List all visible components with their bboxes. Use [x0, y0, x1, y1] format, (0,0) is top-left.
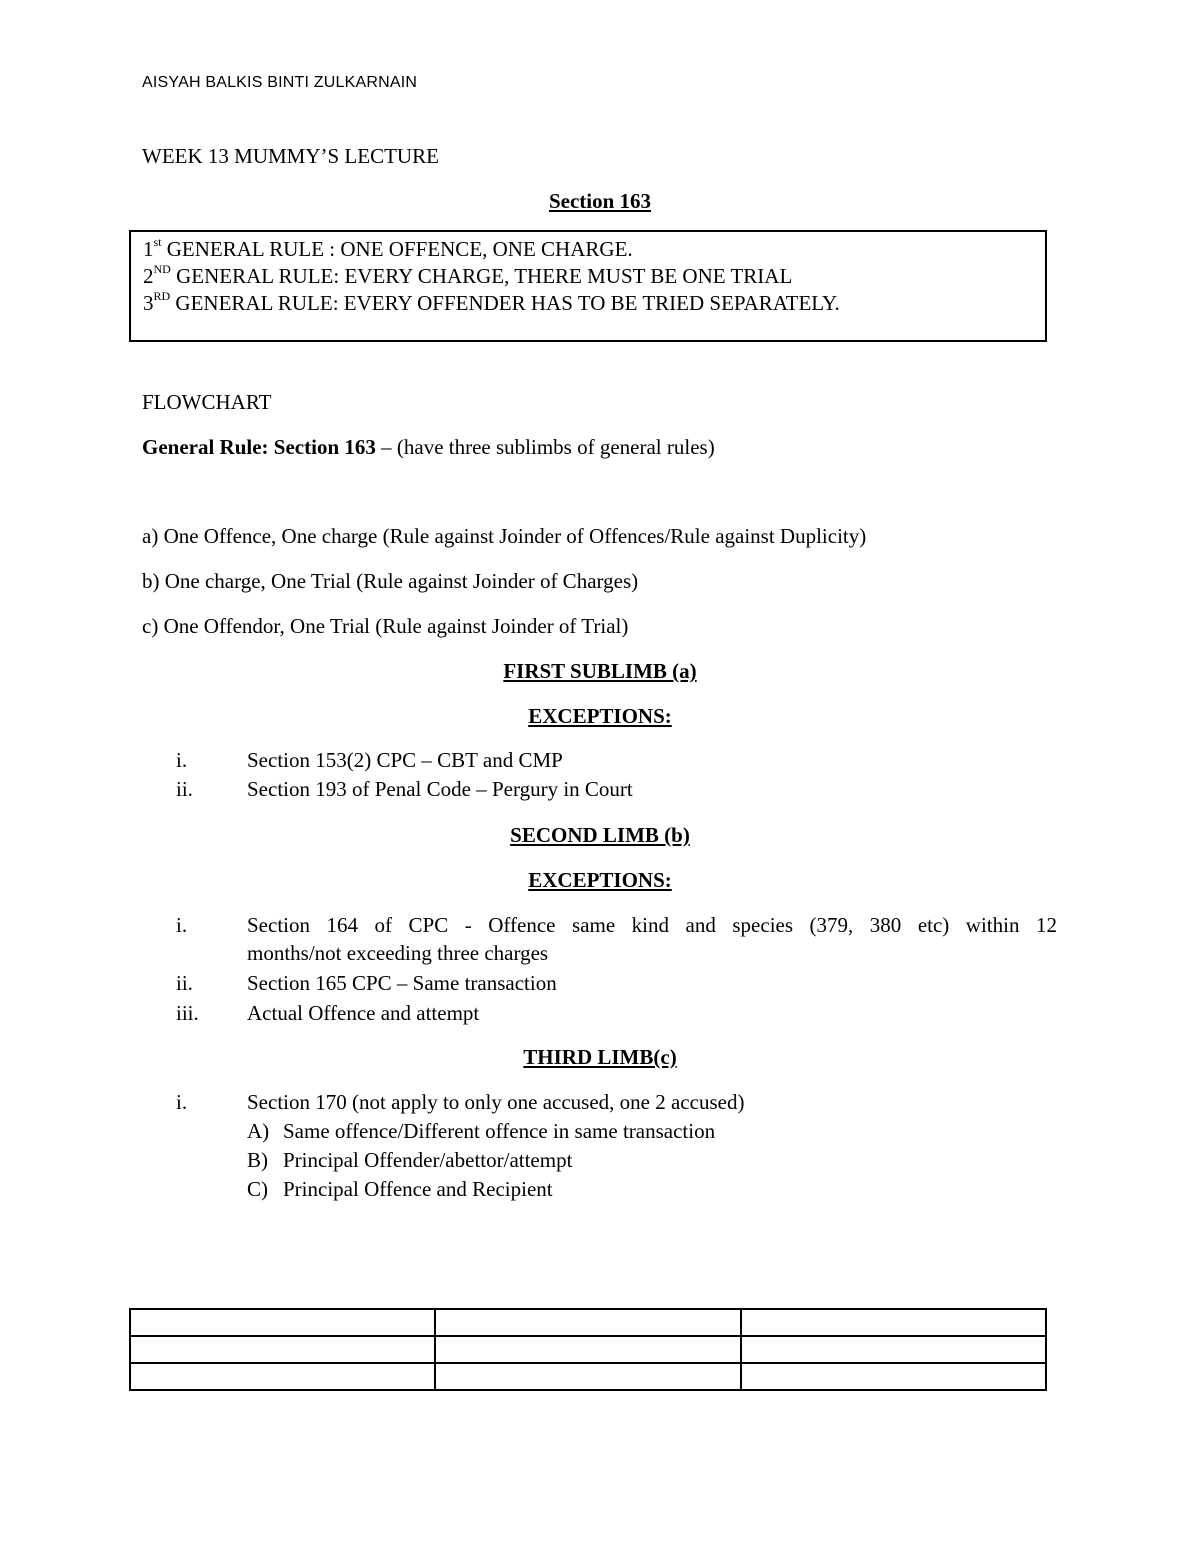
table-row: [130, 1363, 1046, 1390]
general-rule-3: 3RD GENERAL RULE: EVERY OFFENDER HAS TO BE TRIED SEPARATELY.: [143, 289, 840, 315]
first-sublimb-heading: FIRST SUBLIMB (a): [503, 659, 697, 683]
list-item: Section 164 of CPC - Offence same kind and species (379, 380 etc) within 12: [247, 913, 1057, 937]
list-item: Section 170 (not apply to only one accused, one 2 accused): [247, 1090, 745, 1114]
sublimb-c: c) One Offendor, One Trial (Rule against Joinder of Trial): [142, 614, 629, 638]
list-item-number: i.: [176, 1090, 188, 1114]
general-rule-line: General Rule: Section 163 – (have three sublimbs of general rules): [142, 435, 715, 459]
table-cell: [435, 1336, 740, 1363]
list-item: Section 153(2) CPC – CBT and CMP: [247, 748, 563, 772]
table-cell: [130, 1336, 435, 1363]
list-item: Actual Offence and attempt: [247, 1001, 480, 1025]
lecture-title: WEEK 13 MUMMY’S LECTURE: [142, 144, 439, 168]
general-rules-box: [129, 230, 1047, 342]
sub-item: Principal Offender/abettor/attempt: [283, 1148, 573, 1172]
list-item-number: ii.: [176, 777, 193, 801]
table-row: [130, 1336, 1046, 1363]
sub-item-letter: B): [247, 1148, 268, 1172]
sub-item-letter: A): [247, 1119, 270, 1143]
second-exceptions-heading: EXCEPTIONS:: [528, 868, 672, 892]
table-cell: [130, 1363, 435, 1390]
list-item-number: i.: [176, 748, 188, 772]
table-cell: [741, 1336, 1046, 1363]
table-cell: [435, 1309, 740, 1336]
sub-item-letter: C): [247, 1177, 268, 1201]
table-cell: [435, 1363, 740, 1390]
third-limb-heading: THIRD LIMB(c): [523, 1045, 677, 1069]
list-item-number: iii.: [176, 1001, 199, 1025]
general-rule-2: 2ND GENERAL RULE: EVERY CHARGE, THERE MUST BE ONE TRIAL: [143, 262, 793, 288]
flowchart-label: FLOWCHART: [142, 390, 272, 414]
empty-table: [129, 1308, 1047, 1391]
author-name: AISYAH BALKIS BINTI ZULKARNAIN: [142, 74, 418, 91]
sublimb-a: a) One Offence, One charge (Rule against Joinder of Offences/Rule against Duplicity): [142, 524, 867, 548]
table-cell: [741, 1363, 1046, 1390]
list-item-number: ii.: [176, 971, 193, 995]
first-exceptions-heading: EXCEPTIONS:: [528, 704, 672, 728]
section-heading: Section 163: [548, 189, 652, 213]
list-item: Section 193 of Penal Code – Pergury in Court: [247, 777, 633, 801]
general-rule-1: 1st GENERAL RULE : ONE OFFENCE, ONE CHARGE.: [143, 235, 633, 261]
table-cell: [741, 1309, 1046, 1336]
list-item-continuation: months/not exceeding three charges: [247, 941, 549, 965]
list-item-number: i.: [176, 913, 188, 937]
table-row: [130, 1309, 1046, 1336]
second-limb-heading: SECOND LIMB (b): [510, 823, 690, 847]
sub-item: Principal Offence and Recipient: [283, 1177, 553, 1201]
table-cell: [130, 1309, 435, 1336]
list-item: Section 165 CPC – Same transaction: [247, 971, 557, 995]
sublimb-b: b) One charge, One Trial (Rule against Joinder of Charges): [142, 569, 639, 593]
sub-item: Same offence/Different offence in same transaction: [283, 1119, 716, 1143]
